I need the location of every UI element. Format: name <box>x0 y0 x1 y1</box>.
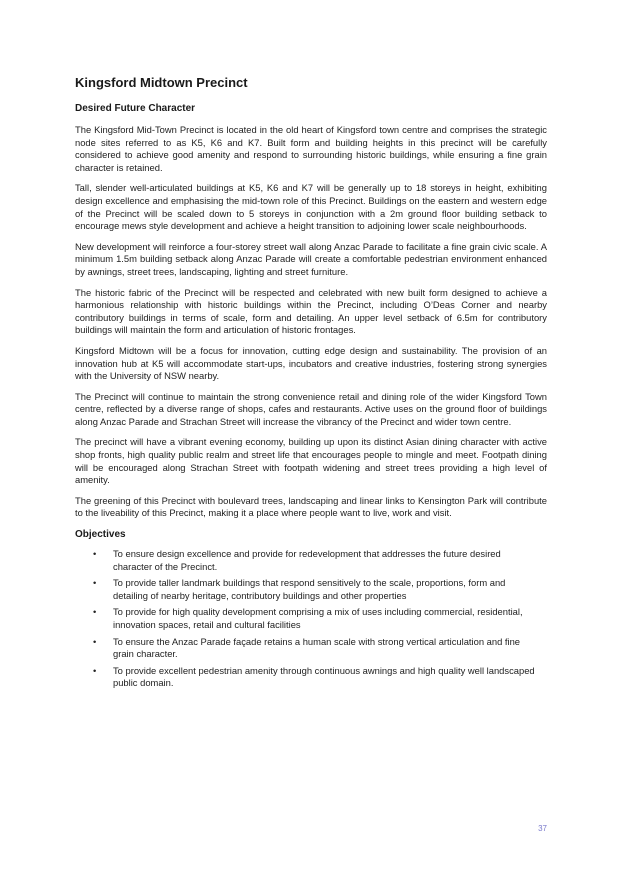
section-subheading: Desired Future Character <box>75 103 196 114</box>
paragraph: The greening of this Precinct with boulevard trees, landscaping and linear links to Kensington Park will contribute to the liveability of this Precinct, making it a place where people want to live, work and visit. <box>75 494 547 519</box>
objectives-list <box>75 548 547 690</box>
paragraph: The Kingsford Mid-Town Precinct is located in the old heart of Kingsford town centre and comprises the strategic node sites referred to as K5, K6 and K7. Built form and building heights in this precinct will be carefully considered to achieve good amenity and respond to surrounding historic buildings, while ensuring a fine grain character is retained. <box>75 124 547 173</box>
bullet-icon: • <box>93 548 97 560</box>
paragraph: New development will reinforce a four-storey street wall along Anzac Parade to facilitate a fine grain civic scale. A minimum 1.5m building setback along Anzac Parade will create a comfortable pedestrian environment enhanced by awnings, street trees, landscaping, lighting and street furniture. <box>75 240 547 277</box>
list-item-text: To ensure design excellence and provide for redevelopment that addresses the future desired character of the Precinct. <box>113 548 501 572</box>
list-item-text: To provide taller landmark buildings that respond sensitively to the scale, proportions, form and detailing of nearby heritage, contributory buildings and other properties <box>113 577 506 601</box>
bullet-icon: • <box>93 577 97 589</box>
list-item <box>75 636 547 661</box>
page-number: 37 <box>538 824 547 833</box>
paragraph: Kingsford Midtown will be a focus for innovation, cutting edge design and sustainability. The provision of an innovation hub at K5 will accommodate start-ups, incubators and creative industries, fostering strong synergies with the University of NSW nearby. <box>75 344 547 382</box>
list-item-text: To provide for high quality development comprising a mix of uses including commercial, residential, innovation spaces, retail and cultural facilities <box>113 606 523 630</box>
list-item-text: To ensure the Anzac Parade façade retains a human scale with strong vertical articulation and fine grain character. <box>113 635 521 660</box>
paragraph: Tall, slender well-articulated buildings at K5, K6 and K7 will be generally up to 18 storeys in height, exhibiting design excellence and emphasising the mid-town role of this Precinct. Buildings on the eastern and western edge of the Precinct will be scaled down to 5 storeys in conjunction with a 2m ground floor building setback to encourage mews style development and achieve a height transition to adjoining lower scale neighbourhoods. <box>75 182 547 232</box>
list-item-text: To provide excellent pedestrian amenity through continuous awnings and high quality well landscaped public domain. <box>113 664 535 689</box>
list-item <box>75 606 547 631</box>
list-item <box>75 577 547 602</box>
paragraph: The precinct will have a vibrant evening economy, building up upon its distinct Asian dining character with active shop fronts, high quality public realm and street life that encourages people to mingle and meet. Footpath dining will be encouraged along Strachan Street with footpath widening and street trees providing a high level of amenity. <box>75 436 547 486</box>
bullet-icon: • <box>93 635 97 647</box>
document-page <box>75 74 547 694</box>
objectives-heading: Objectives <box>75 529 126 541</box>
bullet-icon: • <box>93 606 97 618</box>
bullet-icon: • <box>93 664 97 676</box>
list-item <box>75 665 547 690</box>
list-item <box>75 548 547 573</box>
paragraph: The historic fabric of the Precinct will be respected and celebrated with new built form designed to achieve a harmonious relationship with historic buildings within the Precinct, including O’Deas Corner and nearby contributory buildings in terms of scale, form and detailing. An upper level setback of 6.5m for contributory buildings will maintain the form and articulation of historic frontages. <box>75 286 547 336</box>
paragraph: The Precinct will continue to maintain the strong convenience retail and dining role of the wider Kingsford Town centre, reflected by a diverse range of shops, cafes and restaurants. Active uses on the ground floor of buildings along Anzac Parade and Strachan Street will increase the vibrancy of the Precinct and wider town centre. <box>75 390 547 427</box>
page-title: Kingsford Midtown Precinct <box>75 75 248 90</box>
